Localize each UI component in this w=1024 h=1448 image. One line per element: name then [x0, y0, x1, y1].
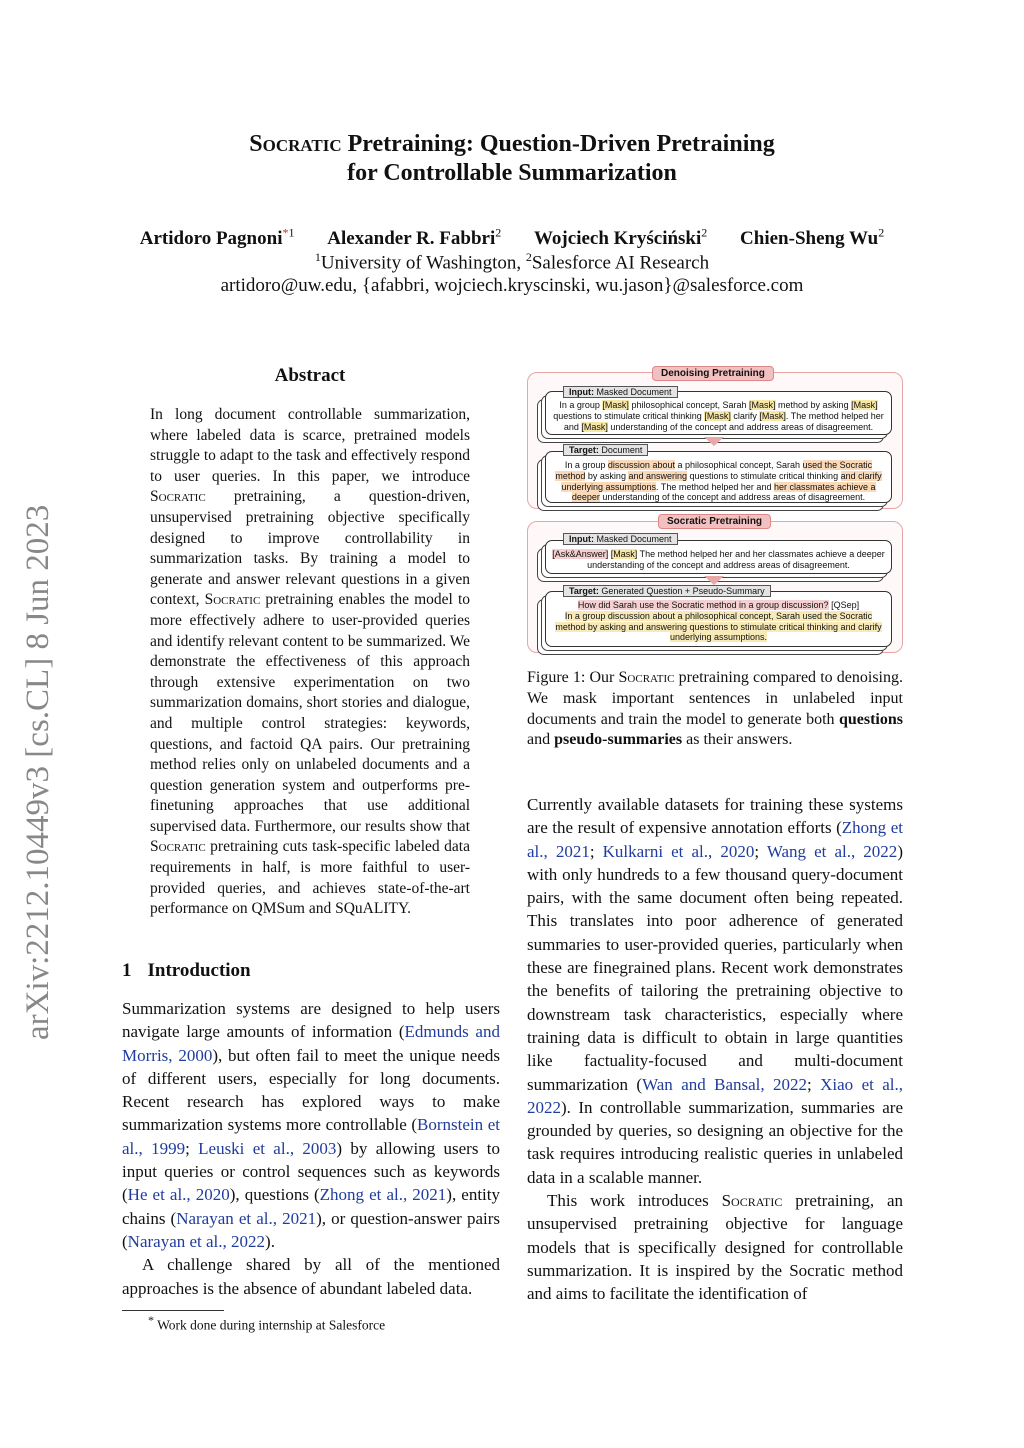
author-emails: artidoro@uw.edu, {afabbri, wojciech.kryscinski, wu.jason}@salesforce.com [220, 275, 804, 296]
text: pretraining, an unsupervised pretraining objective for language models that is specifically designed for controllable summarization. It is inspired by the Socratic method and aims to facilitate the identification of [527, 1191, 903, 1304]
socratic-masked-text [552, 549, 885, 571]
mask-token: [Mask] [610, 549, 638, 559]
text-span: clarify [730, 410, 760, 421]
right-column [527, 793, 903, 1306]
tag-text: Document [598, 445, 643, 455]
text-span: In a group [559, 400, 603, 410]
socratic-input-card [545, 540, 892, 574]
text-span: method by asking [775, 400, 852, 410]
footnote-mark: * [148, 1313, 154, 1327]
highlighted-span: [Mask] [581, 421, 608, 432]
citation-link[interactable]: Leuski et al., 2003 [198, 1138, 337, 1158]
target-tag [563, 444, 648, 456]
intro-paragraph-1: Summarization systems are designed to help users navigate large amounts of information (Edmunds and Morris, 2000), but often fail to meet the unique needs of different users, especially for long documents. Recent research has explored ways to make summarization systems more controllable (Bornstein et al., 1999; Leuski et al., 2003) by allowing users to input queries or control sequences such as keywords (He et al., 2020), questions (Zhong et al., 2021), entity chains (Narayan et al., 2021), or question-answer pairs (Narayan et al., 2022). [122, 999, 500, 1251]
text-span: questions to stimulate critical thinking [553, 410, 705, 421]
author-3 [534, 228, 707, 249]
denoise-target-card [545, 451, 892, 503]
text: ), but often fail to meet the unique needs of different users, especially for long documents. Recent research has explored ways to make summarization systems more controllable ( [122, 1045, 500, 1135]
author-sup: 2 [701, 226, 708, 240]
highlighted-span: [Mask] [759, 410, 786, 421]
socratic-target-card [545, 591, 892, 647]
abstract-part: pretraining enables the model to more effectively adhere to user-provided queries and identify relevant content to be summarized. We demonstrate the effectiveness of this approach through extensive experimentation on two summarization domains, short stories and dialogue, and multiple control strategies: keywords, questions, and factoid QA pairs. Our pretraining method relies only on unlabeled documents and a question generation system and outperforms pre-finetuning approaches that use additional supervised data. Furthermore, our results show that [150, 591, 471, 835]
text: This work introduces [547, 1191, 722, 1211]
author-1 [140, 228, 295, 249]
citation-link[interactable]: Zhong et al., 2021 [319, 1185, 447, 1205]
abstract-part: pretraining, a question-driven, unsupervised pretraining objective specifically designed to improve controllability in summarization tasks. By training a model to generate and answer relevant questions in a given context, [150, 488, 470, 609]
citation-link[interactable]: Xiao et al., 2022 [527, 1074, 903, 1117]
author-name: Chien-Sheng Wu [740, 228, 879, 250]
abstract-sc: Socratic [204, 591, 261, 609]
mask-token: [Ask&Answer] [552, 549, 609, 559]
title-line2: for Controllable Summarization [347, 160, 677, 186]
abstract-heading: Abstract [274, 365, 346, 386]
highlighted-span: [Mask] [602, 400, 629, 410]
text-span: . The method helped her and [563, 410, 884, 432]
footnote [148, 1313, 385, 1334]
text-span: questions to stimulate critical thinking [687, 470, 841, 481]
text: Summarization systems are designed to help users navigate large amounts of information ( [122, 999, 500, 1042]
tag-label: Input: [569, 534, 594, 544]
highlighted-span: [Mask] [851, 400, 878, 410]
citation-link[interactable]: He et al., 2020 [127, 1185, 230, 1205]
footnote-text: Work done during internship at Salesforce [157, 1317, 386, 1333]
abstract-part: In long document controllable summarization, where labeled data is scarce, pretrained models struggle to adapt to the task and effectively respond to user queries. In this paper, we introduce [150, 406, 470, 485]
author-sup: 2 [495, 226, 502, 240]
masked-document-text [552, 400, 885, 432]
down-arrow-icon [704, 437, 724, 446]
text-span: In a group [564, 460, 608, 470]
paragraph-datasets: Currently available datasets for training these systems are the result of expensive annotation efforts (Zhong et al., 2021; Kulkarni et al., 2020; Wang et al., 2022) with only hundreds to a few thousand query-document pairs, with the same document often being repeated. This translates into poor adherence of generated summaries to user-provided queries, particularly when these are finegrained plans. Recent work demonstrates the benefits of tailoring the pretraining objective to downstream task characteristics, especially where training data is difficult to obtain in large quantities like factuality-focused and multi-document summarization (Wan and Bansal, 2022; Xiao et al., 2022). In controllable summarization, summaries are grounded by queries, so designing an objective for the task requires introducing realistic queries in unlabeled data in a scalable manner. [527, 795, 903, 1187]
text: ), questions ( [229, 1185, 320, 1205]
highlighted-span: [Mask] [749, 400, 776, 410]
target-tag [563, 585, 771, 597]
socratic-title: Socratic Pretraining [658, 514, 771, 529]
tag-label: Input: [569, 387, 594, 397]
down-arrow-icon [704, 576, 724, 585]
highlighted-span: and clarify underlying assumptions [561, 470, 882, 492]
text-span: a philosophical concept, Sarah [674, 460, 803, 470]
author-name: Wojciech Kryściński [533, 228, 702, 250]
author-sup: 1 [288, 226, 295, 240]
title-line1: Pretraining: Question-Driven Pretraining [341, 131, 775, 157]
tag-text: Generated Question + Pseudo-Summary [598, 586, 765, 596]
caption-bold: questions [838, 710, 903, 728]
affil-sup: 1 [314, 250, 321, 264]
footnote-rule [122, 1310, 224, 1311]
section-number: 1 [122, 960, 132, 981]
affil-1: University of Washington, [320, 252, 526, 274]
text: ). [265, 1231, 275, 1251]
highlighted-span: used the Socratic method [555, 460, 873, 481]
text: pretraining compared to denoising. We mask important sentences in unlabeled input documents and train the model to generate both [527, 669, 903, 728]
text: as their answers. [682, 731, 793, 749]
qsep-token: [QSep] [828, 600, 860, 610]
text-span: The method helped her and her classmates achieve a deeper understanding of the concept and address areas of disagreement. [587, 549, 885, 570]
text: Figure 1: Our [527, 669, 619, 686]
text: ). In controllable summarization, summaries are grounded by queries, so designing an objective for the task requires introducing realistic queries in unlabeled data in a scalable manner. [527, 1097, 903, 1187]
author-name: Artidoro Pagnoni [139, 228, 283, 250]
input-tag [563, 533, 678, 545]
generated-question: How did Sarah use the Socratic method in a group discussion? [577, 600, 829, 610]
highlighted-span: her classmates achieve a deeper [571, 481, 876, 503]
figure-caption [527, 668, 903, 751]
abstract-part: pretraining cuts task-specific labeled data requirements in half, is more faithful to user-provided queries, and achieves state-of-the-art performance on QMSum and SQuALITY. [150, 838, 470, 918]
abstract-sc: Socratic [150, 488, 206, 506]
highlighted-span: discussion about [607, 460, 675, 470]
intro-column [122, 997, 500, 1300]
citation-link[interactable]: Wan and Bansal, 2022 [642, 1074, 808, 1094]
text: ) by allowing users to input queries or control sequences such as keywords ( [122, 1138, 500, 1205]
citation-link[interactable]: Zhong et al., 2021 [527, 818, 903, 861]
text-span: . The method helped her and [656, 481, 774, 492]
tag-text: Masked Document [594, 534, 672, 544]
abstract-sc: Socratic [150, 838, 206, 856]
text: and [527, 731, 555, 749]
citation-link[interactable]: Wang et al., 2022 [766, 841, 898, 861]
author-star: * [282, 226, 289, 240]
citation-link[interactable]: Bornstein et al., 1999 [122, 1115, 500, 1158]
citation-link[interactable]: Edmunds and Morris, 2000 [122, 1022, 500, 1065]
right-sc: Socratic [721, 1191, 783, 1211]
text: Currently available datasets for training these systems are the result of expensive annotation efforts ( [527, 795, 903, 838]
pseudo-summary: In a group discussion about a philosophical concept, Sarah used the Socratic method by asking and answering questions to stimulate critical thinking and clarify underlying assumptions. [555, 610, 882, 643]
citation-link[interactable]: Narayan et al., 2021 [176, 1208, 317, 1228]
affil-2: Salesforce AI Research [531, 252, 710, 274]
text-span: understanding of the concept and address areas of disagreement. [607, 421, 874, 432]
tag-text: Masked Document [594, 387, 672, 397]
target-document-text [552, 460, 885, 503]
section-heading-introduction [122, 960, 251, 982]
title-socratic: Socratic [249, 131, 342, 157]
author-2 [327, 228, 501, 249]
denoising-title: Denoising Pretraining [652, 366, 774, 381]
highlighted-span: [Mask] [704, 410, 731, 421]
text: ) with only hundreds to a few thousand query-document pairs, with the same document often being repeated. This translates into poor adherence of generated summaries to user-provided queries, particularly when these are finegrained plans. Recent work demonstrates the benefits of tailoring the pretraining objective to downstream task characteristics, especially where training data is difficult to obtain in large quantities like factuality-focused and multi-document summarization ( [527, 841, 903, 1094]
citation-link[interactable]: Narayan et al., 2022 [127, 1231, 266, 1251]
tag-label: Target: [569, 586, 599, 596]
input-tag [563, 386, 678, 398]
author-name: Alexander R. Fabbri [327, 228, 496, 250]
caption-sc: Socratic [618, 669, 675, 686]
text: ), entity chains ( [122, 1185, 500, 1228]
section-title: Introduction [147, 960, 251, 981]
affil-sup: 2 [525, 250, 532, 264]
tag-label: Target: [569, 445, 599, 455]
affiliations [0, 250, 1024, 274]
paragraph-this-work [527, 1189, 903, 1305]
author-list [0, 226, 1024, 250]
arxiv-stamp: arXiv:2212.10449v3 [cs.CL] 8 Jun 2023 [20, 504, 56, 1040]
abstract-text [150, 405, 470, 920]
text: ), or question-answer pairs ( [122, 1208, 500, 1251]
text-span: by asking [585, 470, 629, 481]
highlighted-span: and answering [628, 470, 687, 481]
paper-title [0, 130, 1024, 188]
caption-bold: pseudo-summaries [554, 731, 683, 749]
author-4 [740, 228, 884, 249]
text-span: philosophical concept, Sarah [628, 400, 750, 410]
intro-paragraph-2: A challenge shared by all of the mentioned approaches is the absence of abundant labeled data. [122, 1255, 500, 1298]
socratic-target-text [552, 600, 885, 643]
author-sup: 2 [878, 226, 885, 240]
text-span: understanding of the concept and address areas of disagreement. [599, 492, 866, 503]
citation-link[interactable]: Kulkarni et al., 2020 [602, 841, 755, 861]
